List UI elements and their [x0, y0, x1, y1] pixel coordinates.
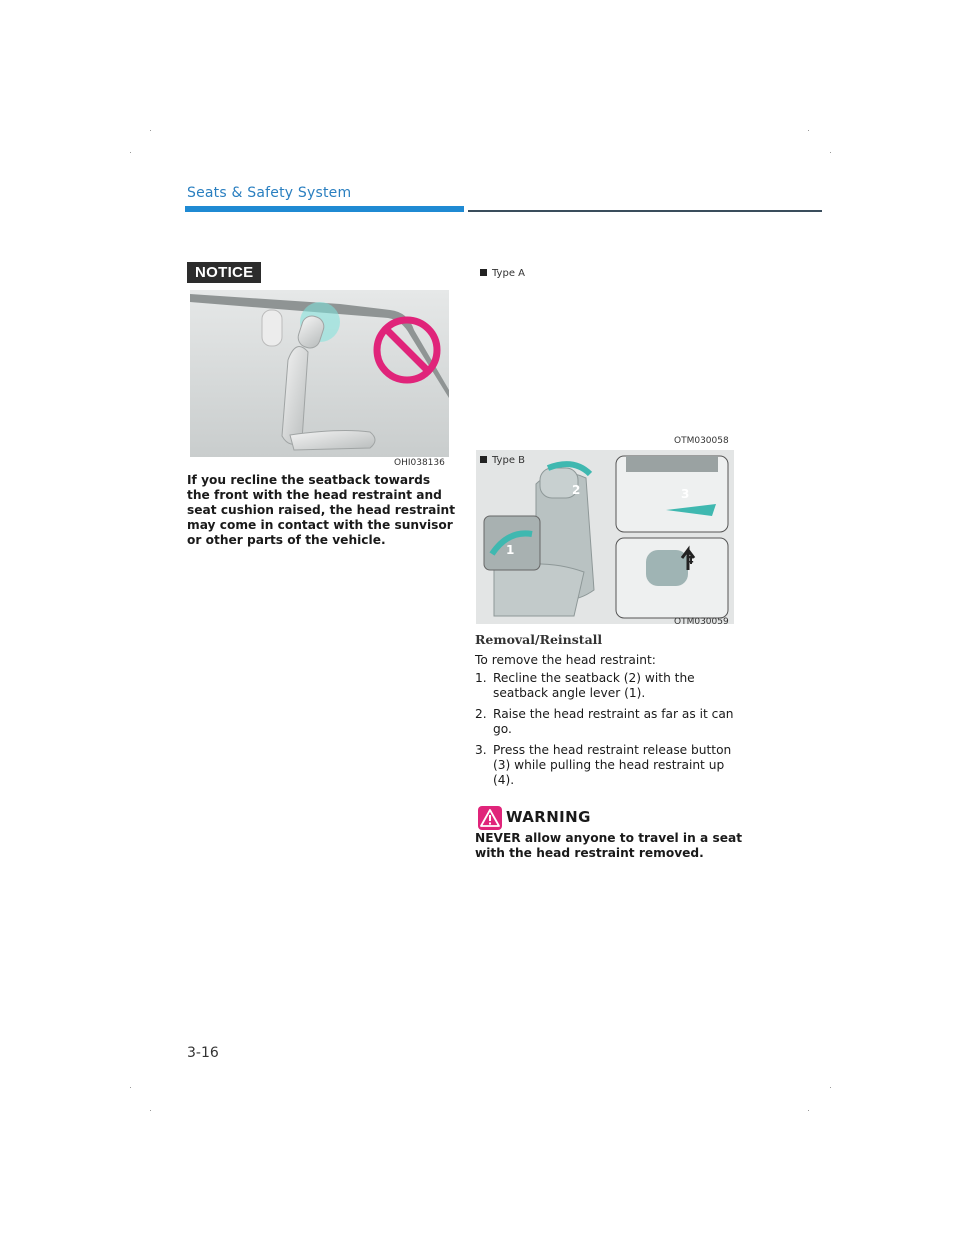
type-b-figure — [476, 450, 734, 624]
warning-icon — [478, 806, 502, 832]
svg-text:2: 2 — [572, 294, 581, 308]
step-number: 2. — [475, 707, 487, 721]
svg-text:4: 4 — [686, 369, 694, 382]
svg-text:2: 2 — [572, 483, 581, 497]
bullet-square-icon — [480, 456, 487, 463]
svg-text:1: 1 — [506, 543, 515, 557]
head-restraint-removal-type-a — [476, 265, 734, 443]
header-rule-gray — [468, 210, 822, 212]
step-text: Raise the head restraint as far as it can go. — [493, 707, 734, 736]
type-a-label — [480, 268, 525, 279]
notice-text: If you recline the seatback towards the front with the head restraint and seat cushion raised, the head restraint may come in contact with the sunvisor or other parts of the vehicle. — [187, 473, 456, 547]
type-b-code: OTM030059 — [674, 617, 729, 627]
crop-mark — [130, 1087, 131, 1088]
type-b-label — [480, 455, 525, 466]
section-title: Seats & Safety System — [187, 185, 352, 201]
list-item — [475, 743, 740, 788]
bullet-square-icon — [480, 269, 487, 276]
type-a-label-text: Type A — [492, 268, 525, 279]
removal-intro: To remove the head restraint: — [475, 653, 656, 667]
crop-mark — [830, 152, 831, 153]
figure-code: OHI038136 — [394, 458, 445, 468]
seat-recline-illustration — [190, 290, 449, 457]
notice-badge: NOTICE — [187, 262, 261, 283]
warning-title: WARNING — [506, 808, 591, 826]
type-b-label-text: Type B — [492, 455, 526, 466]
type-a-code: OTM030058 — [674, 436, 729, 446]
crop-mark — [130, 152, 131, 153]
crop-mark — [808, 130, 809, 131]
svg-text:3: 3 — [681, 304, 690, 318]
crop-mark — [150, 1110, 151, 1111]
crop-mark — [808, 1110, 809, 1111]
crop-mark — [830, 1087, 831, 1088]
svg-text:1: 1 — [506, 346, 515, 360]
step-text: Recline the seatback (2) with the seatback angle lever (1). — [493, 671, 695, 700]
crop-mark — [150, 130, 151, 131]
head-restraint-removal-type-b — [476, 450, 734, 624]
removal-steps — [475, 671, 740, 794]
step-number: 3. — [475, 743, 487, 757]
page-number: 3-16 — [187, 1045, 219, 1061]
list-item — [475, 707, 740, 737]
list-item — [475, 671, 740, 701]
header-rule-blue — [185, 206, 464, 212]
notice-figure — [190, 290, 449, 457]
step-number: 1. — [475, 671, 487, 685]
warning-text: NEVER allow anyone to travel in a seat with the head restraint removed. — [475, 831, 743, 860]
step-text: Press the head restraint release button (3) while pulling the head restraint up (4). — [493, 743, 732, 787]
removal-heading: Removal/Reinstall — [475, 632, 603, 647]
svg-text:3: 3 — [681, 487, 690, 501]
type-a-figure — [476, 265, 734, 443]
svg-text:4: 4 — [686, 554, 694, 567]
